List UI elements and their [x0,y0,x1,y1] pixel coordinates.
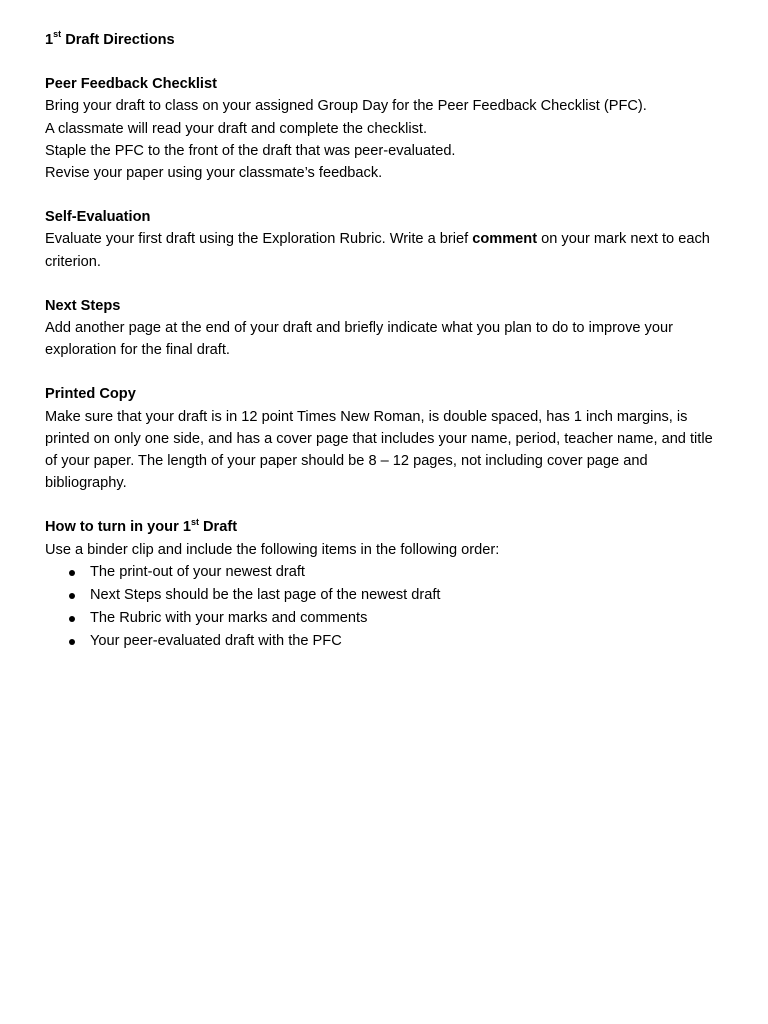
bullet-icon [69,593,75,599]
section-peer-feedback [45,73,728,184]
list-item-text: The print-out of your newest draft [90,563,305,580]
list-item-text: Next Steps should be the last page of the newest draft [90,586,441,603]
list-item [66,561,728,584]
self-evaluation-paragraph [45,228,728,272]
document-title [45,29,728,51]
title-number: 1 [45,32,54,48]
turn-in-heading-end: Draft [198,519,238,536]
turn-in-heading-prefix: How to turn in your 1 [45,519,191,536]
peer-feedback-heading: Peer Feedback Checklist [45,76,217,93]
section-next-steps [45,295,728,362]
self-evaluation-bold-word: comment [472,231,538,248]
turn-in-list [45,561,728,653]
turn-in-heading-ordinal-suffix: st [190,516,199,527]
list-item [66,584,728,607]
list-item [66,630,728,653]
self-evaluation-heading: Self-Evaluation [45,209,151,226]
list-item-text: Your peer-evaluated draft with the PFC [90,632,342,649]
bullet-icon [69,570,75,576]
bullet-icon [69,616,75,622]
self-evaluation-text-after: on your mark next to each criterion. [45,231,710,270]
peer-feedback-line: Bring your draft to class on your assigned Group Day for the Peer Feedback Checklist (PFC). [45,98,647,115]
section-printed-copy [45,383,728,494]
printed-copy-heading: Printed Copy [45,386,136,403]
next-steps-paragraph: Add another page at the end of your draft and briefly indicate what you plan to do to improve your exploration for the final draft. [45,320,673,359]
turn-in-intro: Use a binder clip and include the following items in the following order: [45,541,500,558]
title-text: Draft Directions [65,32,175,48]
section-self-evaluation [45,206,728,273]
peer-feedback-line: A classmate will read your draft and complete the checklist. [45,120,428,137]
list-item-text: The Rubric with your marks and comments [90,609,368,626]
peer-feedback-line: Revise your paper using your classmate’s feedback. [45,165,383,182]
title-ordinal-suffix: st [53,29,62,40]
turn-in-heading [45,516,728,538]
self-evaluation-text-before: Evaluate your first draft using the Exploration Rubric. Write a brief [45,231,473,248]
list-item [66,607,728,630]
peer-feedback-line: Staple the PFC to the front of the draft that was peer-evaluated. [45,142,456,159]
bullet-icon [69,639,75,645]
section-turn-in [45,516,728,652]
printed-copy-paragraph: Make sure that your draft is in 12 point Times New Roman, is double spaced, has 1 inch margins, is printed on only one side, and has a cover page that includes your name, period, teacher name, and title of your paper. The length of your paper should be 8 – 12 pages, not including cover page and bibliography. [45,408,713,492]
next-steps-heading: Next Steps [45,297,121,314]
